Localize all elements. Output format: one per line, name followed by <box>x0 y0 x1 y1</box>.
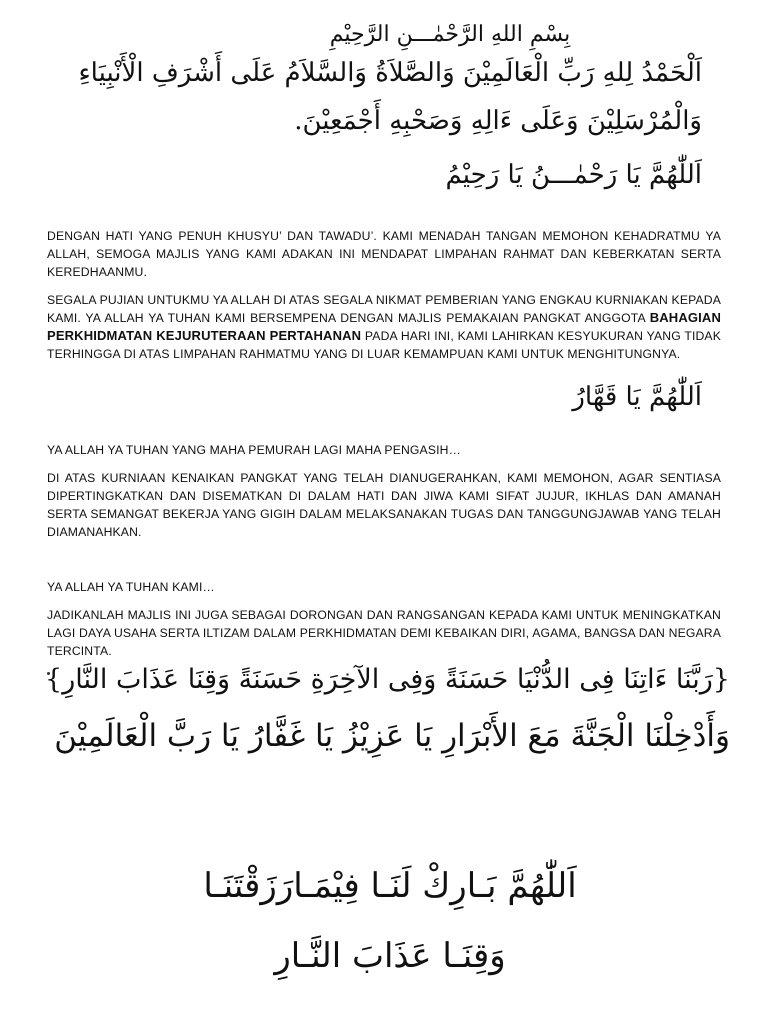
paragraph-jadikanlah: JADIKANLAH MAJLIS INI JUGA SEBAGAI DORONGAN DAN RANGSANGAN KEPADA KAMI UNTUK MENINGKATKAN LAGI DAYA USAHA SERTA ILTIZAM DALAM PERKHIDMATAN DEMI KEBAIKAN DIRI, AGAMA, BANGSA DAN NEGARA TERCINTA. <box>47 608 721 658</box>
paragraph-pujian-text-a: SEGALA PUJIAN UNTUKMU YA ALLAH DI ATAS SEGALA NIKMAT PEMBERIAN YANG ENGKAU KURNIAKAN KEPADA KAMI. YA ALLAH YA TUHAN KAMI BERSEMPENA DENGAN MAJLIS PEMAKAIAN PANGKAT ANGGOTA <box>47 293 721 325</box>
paragraph-khusyu: DENGAN HATI YANG PENUH KHUSYU’ DAN TAWADU’. KAMI MENADAH TANGAN MEMOHON KEHADRATMU YA ALLAH, SEMOGA MAJLIS YANG KAMI ADAKAN INI MENDAPAT LIMPAHAN RAHMAT DAN KEBERKATAN SERTA KEREDHAANMU. <box>47 229 721 279</box>
opening-praise-line-2: وَالْمُرْسَلِيْنَ وَعَلَى ءَالِهِ وَصَحْبِهِ أَجْمَعِيْنَ. <box>294 106 702 136</box>
dua-line-2: وَأَدْخِلْنَا الْجَنَّةَ مَعَ الأَبْرَارِ يَا عَزِيْزُ يَا غَفَّارُ يَا رَبَّ الْعَالَمِيْنَ <box>54 718 730 754</box>
paragraph-tuhan-kami: YA ALLAH YA TUHAN KAMI… <box>47 580 215 594</box>
invocation-rahman: اَللّٰهُمَّ يَا رَحْمٰـــنُ يَا رَحِيْمُ <box>445 160 702 190</box>
dua-line-1: {رَبَّنَا ءَاتِنَا فِى الدُّنْيَا حَسَنَةً وَفِى الآخِرَةِ حَسَنَةً وَقِنَا عَذَابَ النَّارِ} <box>45 664 730 695</box>
opening-praise-line-1: اَلْحَمْدُ لِلهِ رَبِّ الْعَالَمِيْنَ وَالصَّلاَةُ وَالسَّلاَمُ عَلَى أَشْرَفِ الْأَنْبِيَاءِ <box>78 58 702 88</box>
closing-dua-line-2: وَقِنَـا عَذَابَ النَّـارِ <box>274 936 506 976</box>
closing-dua-line-1: اَللّٰهُمَّ بَـارِكْ لَنَـا فِيْمَـارَزَقْتَنَـا <box>203 866 577 906</box>
paragraph-pujian-text-b: PADA HARI INI, KAMI LAHIRKAN KESYUKURAN YANG TIDAK TERHINGGA DI ATAS LIMPAHAN RAHMATMU YANG DI LUAR KEMAMPUAN KAMI UNTUK MENGHITUNGNYA. <box>47 329 721 361</box>
basmalah-heading: بِسْمِ اللهِ الرَّحْمٰـــنِ الرَّحِيْمِ <box>329 22 571 47</box>
invocation-qahhar: اَللّٰهُمَّ يَا قَهَّارُ <box>572 382 702 412</box>
paragraph-kurniaan: DI ATAS KURNIAAN KENAIKAN PANGKAT YANG TELAH DIANUGERAHKAN, KAMI MEMOHON, AGAR SENTIASA DIPERTINGKATKAN DAN DISEMATKAN DI DALAM HATI DAN JIWA KAMI SIFAT JUJUR, IKHLAS DAN AMANAH SERTA SEMANGAT BEKERJA YANG GIGIH DALAM MELAKSANAKAN TUGAS DAN TANGGUNGJAWAB YANG TELAH DIAMANAHKAN. <box>47 471 721 539</box>
department-name: BAHAGIAN PERKHIDMATAN KEJURUTERAAN PERTAHANAN <box>47 310 721 343</box>
paragraph-maha-pemurah: YA ALLAH YA TUHAN YANG MAHA PEMURAH LAGI MAHA PENGASIH… <box>47 443 461 457</box>
paragraph-pujian <box>47 291 721 363</box>
